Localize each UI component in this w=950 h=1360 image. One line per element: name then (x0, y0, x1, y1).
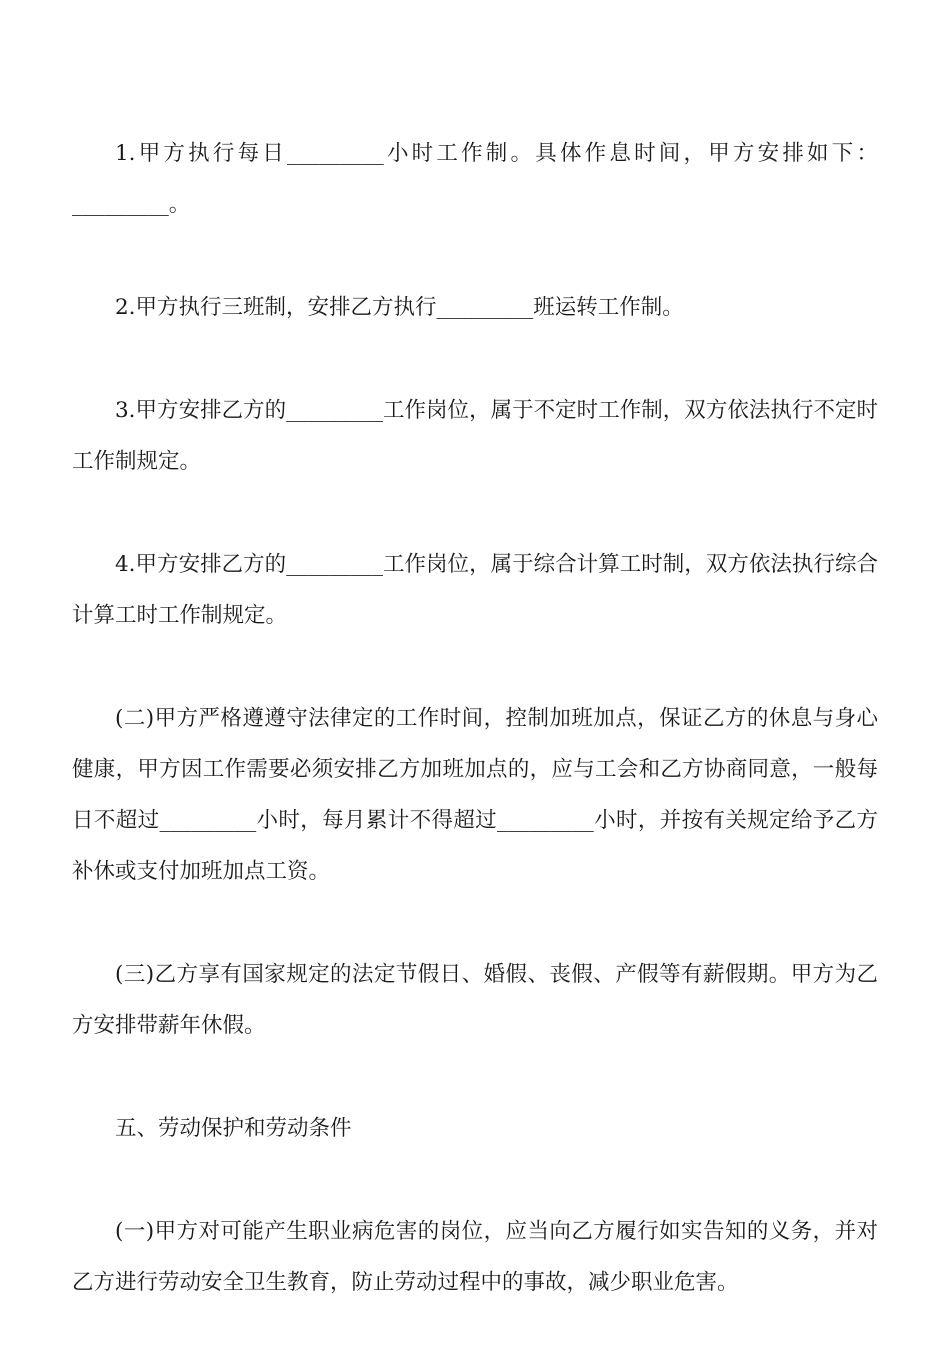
document-page (72, 128, 878, 1360)
clause-occupational-hazard: (一)甲方对可能产生职业病危害的岗位，应当向乙方履行如实告知的义务，并对乙方进行劳动安全卫生教育，防止劳动过程中的事故，减少职业危害。 (72, 1219, 878, 1295)
clause-overtime: (二)甲方严格遵遵守法律定的工作时间，控制加班加点，保证乙方的休息与身心健康，甲方因工作需要必须安排乙方加班加点的，应与工会和乙方协商同意，一般每日不超过_________小时，每月累计不得超过_________小时，并按有关规定给予乙方补休或支付加班加点工资。 (72, 706, 878, 884)
clause-comprehensive-hours: 4.甲方安排乙方的_________工作岗位，属于综合计算工时制，双方依法执行综合计算工时工作制规定。 (72, 552, 878, 628)
clause-daily-hours: 1.甲方执行每日_________小时工作制。具体作息时间，甲方安排如下：_________。 (72, 141, 878, 217)
section-heading-labor-protection: 五、劳动保护和劳动条件 (115, 1116, 352, 1141)
clause-paid-leave: (三)乙方享有国家规定的法定节假日、婚假、丧假、产假等有薪假期。甲方为乙方安排带薪年休假。 (72, 962, 878, 1038)
clause-flexible-hours: 3.甲方安排乙方的_________工作岗位，属于不定时工作制，双方依法执行不定时工作制规定。 (72, 398, 878, 474)
clause-three-shift: 2.甲方执行三班制，安排乙方执行_________班运转工作制。 (115, 295, 684, 320)
